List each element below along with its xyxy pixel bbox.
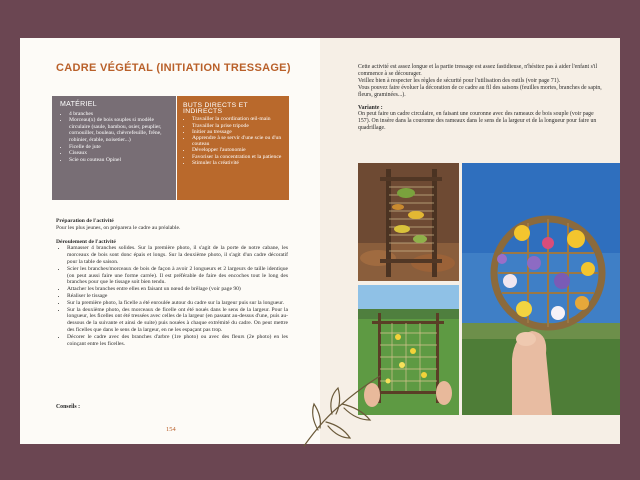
variante-heading: Variante : [358,104,383,111]
buts-item: • Travailler la coordination œil-main [192,116,283,122]
buts-item: • Favoriser la concentration et la patience [192,154,283,160]
preparation-heading: Préparation de l'activité [56,218,114,224]
buts-item: • Stimuler la créativité [192,160,283,166]
photo-flower-wreath [462,163,620,415]
buts-heading: BUTS DIRECTS ET INDIRECTS [183,102,248,116]
instructions [56,218,288,347]
preparation-text: Pour les plus jeunes, on préparera le cadre au préalable. [56,224,181,231]
buts-item: • Apprendre à se servir d'une scie ou d'un couteau [192,135,283,147]
intro-paragraph: Vous pouvez faire évoluer la décoration de ce cadre au fil des saisons (feuilles mortes, branches de sapin, fleurs, graminées...). [358,84,602,98]
materiel-item: • 4 branches [69,111,170,118]
materiel-heading: MATÉRIEL [60,101,97,108]
page-title: CADRE VÉGÉTAL (INITIATION TRESSAGE) [56,62,291,74]
photo-leaf-frame [358,163,459,281]
materiel-item: • Ficelle de jute [69,144,170,151]
book-spread [20,38,620,444]
page-number: 154 [166,426,176,433]
materiel-item: • Scie ou couteau Opinel [69,157,170,164]
step-item: • Décorer le cadre avec des branches d'arbre (1re photo) ou avec des fleurs (2e photo) en les coinçant entre les ficelles. [67,334,288,348]
step-item: • Ramasser 4 branches solides. Sur la première photo, il s'agit de la porte de notre cabane, les morceaux de bois sont donc épais et longs. Sur la deuxième photo, il s'agit d'un cadre décoratif pour la table de saison. [67,245,288,265]
variante-text: On peut faire un cadre circulaire, en faisant une couronne avec des rameaux de bois souple (voir page 157). On insère dans la couronne des rameaux dans le sens de la largeur et de la longueur pour faire un quadrillage. [358,111,597,132]
step-item: • Attacher les branches entre elles en faisant un nœud de brêlage (voir page 90) [67,286,288,293]
buts-item: • Initier au tressage [192,129,283,135]
step-item: • Réaliser le tissage [67,293,288,300]
materiel-item: • Ciseaux [69,150,170,157]
step-item: • Scier les branches/morceaux de bois de façon à avoir 2 longueurs et 2 largeurs de taille identique (on peut aussi faire une forme carrée). Il est préférable de faire des encoches tout le long des branches pour que le tissage soit bien tendu. [67,266,288,286]
step-item: • Sur la première photo, la ficelle a été enroulée autour du cadre sur la largeur puis sur la longueur. [67,300,288,307]
step-item: • Sur la deuxième photo, des morceaux de ficelle ont été noués dans le sens de la largeur. Pour la longueur, les ficelles ont été tressées avec celles de la largeur (en passant au-dessus d'une, puis au-dessous de la suivante et ainsi de suite) puis nouées à chaque extrémité du cadre. On peut mettre des ficelles que dans le sens de la largeur, en ne les espaçant pas trop. [67,307,288,334]
materiel-box [52,96,176,200]
buts-box [177,96,289,200]
conseils-heading: Conseils : [56,404,80,410]
left-page [20,38,320,444]
intro-paragraph: Cette activité est assez longue et la partie tressage est assez fastidieuse, n'hésitez pas à aider l'enfant s'il commence à se décourager. [358,64,598,77]
deroulement-heading: Déroulement de l'activité [56,238,116,245]
right-text [358,64,602,132]
leaf-decoration-icon [298,368,388,448]
intro-paragraph: Veillez bien à respecter les règles de sécurité pour l'utilisation des outils (voir page 71). [358,77,561,84]
buts-item: • Travailler la prise tripode [192,123,283,129]
buts-item: • Développer l'autonomie [192,147,283,153]
materiel-item: • Morceau(x) de bois souples si modèle circulaire (saule, bambou, osier, peuplier, cornouiller, bouleau, chèvrefeuille, frêne, robinier, érable, noisetier...) [69,117,170,143]
